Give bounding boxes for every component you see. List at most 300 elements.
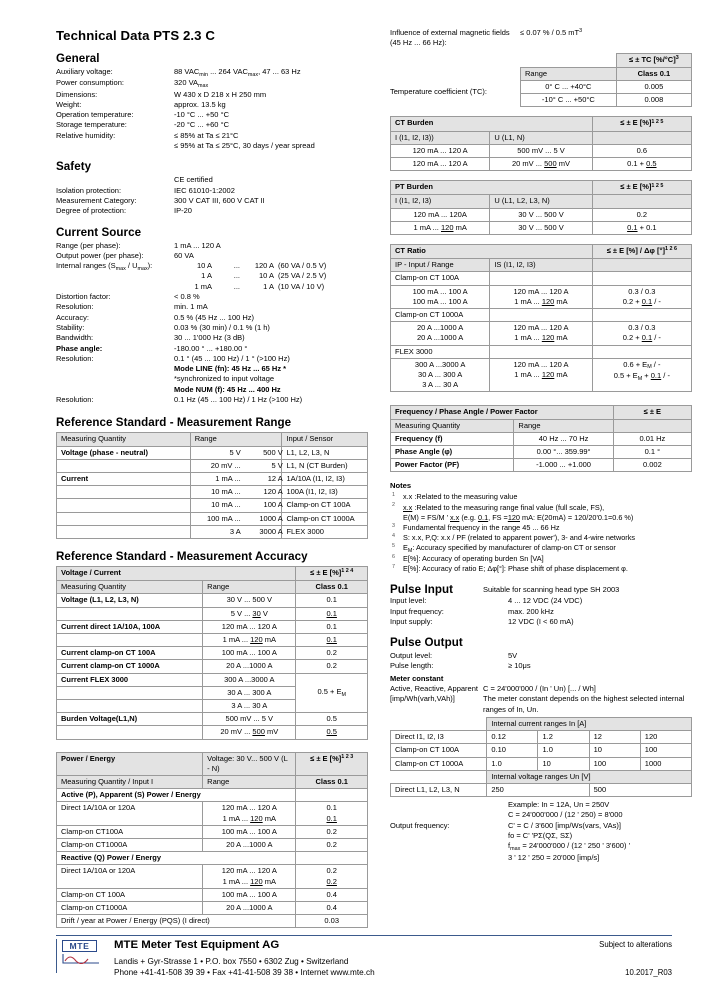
- pulse-output-row: [390, 661, 692, 671]
- table-row: [57, 865, 368, 888]
- cell-is-range: 120 mA ... 120 A 1 mA ... 120 mA: [490, 358, 592, 392]
- cell-range: 20 A ...1000 A: [203, 902, 296, 915]
- cell-value: 0.3 / 0.3 0.2 + 0.1 / -: [592, 285, 691, 308]
- spec-label: Range (per phase):: [56, 240, 121, 250]
- table-row: [57, 852, 368, 865]
- magnetic-influence-spec: [390, 28, 692, 49]
- cell-value: 1.0: [538, 744, 589, 757]
- section-heading-pulse-input: Pulse Input: [390, 583, 454, 597]
- column-header: Range: [203, 581, 296, 594]
- cell-value: [296, 852, 368, 865]
- spec-label: Distortion factor:: [56, 292, 111, 302]
- cell-value: 0.1 °: [613, 446, 691, 459]
- table-group-row: [391, 309, 692, 322]
- cell-value: 0.002: [613, 459, 691, 472]
- cell-value: 0.6: [592, 144, 691, 157]
- cell-value: 0.01 Hz: [613, 432, 691, 445]
- current-source-row: [56, 302, 368, 312]
- footer-subject-to-alterations: Subject to alterations: [599, 939, 672, 949]
- pulse-input-row: [390, 617, 692, 627]
- fpp-title: Frequency / Phase Angle / Power Factor: [391, 406, 614, 419]
- table-row: [57, 839, 368, 852]
- cell-quantity: Phase Angle (φ): [391, 446, 514, 459]
- table-row: [57, 802, 368, 825]
- cell-quantity: Current clamp-on CT 100A: [57, 647, 203, 660]
- column-header: U (L1, N): [490, 131, 592, 144]
- spec-label: [390, 800, 508, 821]
- magnetic-influence-value-text: ≤ 0.07 % / 0.5 mT: [520, 28, 580, 37]
- ref-std-accuracy-table: [56, 566, 368, 740]
- cell-label: Clamp-on CT 1000A: [391, 757, 487, 770]
- section-heading-pulse-output: Pulse Output: [390, 636, 463, 650]
- note-item: E[%]: Accuracy of ratio E; Δφ[°]: Phase shift of phase displacement φ.: [403, 564, 628, 574]
- fpp-header-right: ≤ ± E: [613, 406, 691, 419]
- spec-value: ≤ 95% at Ta ≤ 25°C, 30 days / year spread: [174, 141, 315, 151]
- cell-current: 120 mA ... 120 A: [391, 158, 490, 171]
- cell-quantity: [57, 699, 203, 712]
- cell-value: 0.4: [296, 888, 368, 901]
- cell-range: 0.00 °... 359.99°: [514, 446, 613, 459]
- spec-value: -20 °C ... +60 °C: [174, 120, 229, 130]
- table-row: [391, 221, 692, 234]
- table-row: [391, 459, 692, 472]
- cell-label: Clamp-on CT1000A: [57, 902, 203, 915]
- freq-resolution-row: [56, 395, 368, 405]
- table-header-row: [391, 245, 692, 259]
- table-row: [521, 81, 692, 94]
- sine-wave-icon: [62, 953, 100, 964]
- table-row: [391, 285, 692, 308]
- cell-value: 0.4: [296, 902, 368, 915]
- cell-quantity: [57, 459, 191, 472]
- pulse-output-example-row: [390, 800, 692, 821]
- cell-label: Direct 1A/10A or 120A: [57, 802, 203, 825]
- general-row: [56, 141, 368, 151]
- cell-group-label: Reactive (Q) Power / Energy: [57, 852, 296, 865]
- pulse-output-spec-list: [390, 651, 692, 672]
- spec-value: 5V: [508, 651, 518, 661]
- cell-value: [296, 789, 368, 802]
- spec-label: Relative humidity:: [56, 130, 116, 140]
- magnetic-influence-label: [390, 28, 520, 49]
- cell-range: 5 V ... 30 V: [203, 607, 296, 620]
- cell-blank: [391, 770, 487, 783]
- spec-value: Example: In = 12A, Un = 250V C = 24'000'000 / (12 ' 250) = 8'000: [508, 800, 623, 820]
- current-source-row: [56, 251, 368, 261]
- cell-value: 0.03: [296, 915, 368, 928]
- table-row: [391, 731, 692, 744]
- table-row: [57, 620, 368, 633]
- footer-meta-block: [542, 939, 672, 978]
- pulse-output-example-block: [390, 800, 692, 863]
- temp-coeff-table: [520, 53, 692, 108]
- cell-value: 0.5: [296, 726, 368, 739]
- column-header: Measuring Quantity: [391, 419, 514, 432]
- column-header: Range: [521, 67, 617, 80]
- spec-label: Input frequency:: [390, 606, 444, 616]
- cell-value: 0.2: [296, 825, 368, 838]
- cell-blank: [592, 272, 691, 285]
- cell-quantity: Power Factor (PF): [391, 459, 514, 472]
- column-header: [592, 259, 691, 272]
- cell-voltage: 30 V ... 500 V: [490, 208, 592, 221]
- spec-label: Resolution:: [56, 302, 94, 312]
- meter-constant-value: [483, 684, 692, 715]
- cell-range: 30 A ... 300 A: [203, 686, 296, 699]
- cell-range: 120 mA ... 120 A 1 mA ... 120 mA: [203, 802, 296, 825]
- cell-range: 1 mA ... 12 A: [190, 472, 282, 485]
- cell-range: 10 mA ... 100 A: [190, 499, 282, 512]
- cell-blank: [592, 345, 691, 358]
- cell-value: 120: [640, 731, 691, 744]
- cell-value: 0.2 0.2: [296, 865, 368, 888]
- page-footer: [56, 935, 672, 978]
- cell-label: Direct 1A/10A or 120A: [57, 865, 203, 888]
- accuracy-header-right: ≤ ± E [%]$^{1 2 4}$: [296, 566, 368, 580]
- table-group-row: [391, 345, 692, 358]
- spec-label: Auxiliary voltage:: [56, 67, 113, 76]
- table-header-row: [57, 752, 368, 775]
- cell-quantity: [57, 607, 203, 620]
- table-header-row: [57, 433, 368, 446]
- cell-quantity: [57, 525, 191, 538]
- table-row: [391, 208, 692, 221]
- section-heading-current-source: Current Source: [56, 225, 142, 239]
- spec-value: IEC 61010-1:2002: [174, 185, 235, 195]
- spec-label: Dimensions:: [56, 89, 98, 99]
- spec-value: ≤ 85% at Ta ≤ 21°C: [174, 130, 239, 140]
- table-row: [57, 825, 368, 838]
- spec-label: Power consumption:: [56, 78, 124, 88]
- table-row: [57, 915, 368, 928]
- cell-quantity: Current clamp-on CT 1000A: [57, 660, 203, 673]
- cell-input: FLEX 3000: [282, 525, 368, 538]
- column-header: IS (I1, I2, I3): [490, 259, 592, 272]
- spec-label: Degree of protection:: [56, 206, 127, 216]
- table-row: [391, 744, 692, 757]
- general-spec-list: [56, 67, 368, 151]
- cell-range: 30 V ... 500 V: [203, 594, 296, 607]
- cell-input: Clamp-on CT 100A: [282, 499, 368, 512]
- spec-value: 60 VA: [174, 250, 194, 260]
- general-row: [56, 131, 368, 141]
- spec-label: Phase angle:: [56, 343, 103, 353]
- spec-value: 0.1 ° (45 ... 100 Hz) / 1 ° (>100 Hz) Mode LINE (fn): 45 Hz ... 65 Hz * *synchronized to input voltage Mode NUM (f): 45 Hz ... 400 Hz: [174, 353, 290, 394]
- note-item: S: x.x, P,Q: x.x / PF (related to apparent power'), 3- and 4-wire networks: [403, 532, 636, 542]
- cell-range: 100 mA ... 1000 A: [190, 512, 282, 525]
- table-row: [57, 486, 368, 499]
- table-row: [57, 673, 368, 686]
- general-row: [56, 90, 368, 100]
- cell-label: Direct L1, L2, L3, N: [391, 783, 487, 796]
- cell-is-range: 120 mA ... 120 A 1 mA ... 120 mA: [490, 322, 592, 345]
- output-frequency-row: [390, 821, 692, 863]
- spec-value: 10 A ... 120 A (60 VA / 0.5 V) 1 A ... 10 A (25 VA / 2.5 V) 1 mA ... 1 A (10 VA / 10 V): [194, 261, 327, 291]
- table-row: [391, 757, 692, 770]
- footer-divider: [56, 935, 672, 936]
- cell-value: 0.1: [296, 620, 368, 633]
- table-row: [391, 432, 692, 445]
- note-item: $E_M$: Accuracy specified by manufacturer of clamp-on CT or sensor: [403, 542, 616, 554]
- cell-group-label: Active (P), Apparent (S) Power / Energy: [57, 789, 296, 802]
- current-source-row: [56, 333, 368, 343]
- table-row: [57, 660, 368, 673]
- cell-value: 0.1: [296, 607, 368, 620]
- table-row: [57, 472, 368, 485]
- table-row: [391, 144, 692, 157]
- cell-value: 100: [640, 744, 691, 757]
- cell-current: 120 mA ... 120 A: [391, 144, 490, 157]
- cell-range: 100 mA ... 100 A: [203, 647, 296, 660]
- power-energy-table: [56, 752, 368, 929]
- spec-value: min. 1 mA: [174, 302, 208, 312]
- magnetic-influence-footnote: 3: [579, 28, 583, 35]
- cell-blank: [391, 717, 487, 730]
- table-row: [57, 789, 368, 802]
- general-row: [56, 120, 368, 130]
- column-header: Class 0.1: [616, 67, 691, 80]
- spec-label: Output power (per phase):: [56, 250, 144, 260]
- cell-range: 120 mA ... 120 A: [203, 620, 296, 633]
- table-row: [521, 94, 692, 107]
- general-row: [56, 110, 368, 120]
- pulse-output-row: [390, 651, 692, 661]
- table-header-row: [391, 181, 692, 195]
- cell-value: 0.2: [296, 660, 368, 673]
- cell-value: 1.2: [538, 731, 589, 744]
- cell-quantity: Frequency (f): [391, 432, 514, 445]
- ct-ratio-table: [390, 244, 692, 392]
- cell-ip-range: 100 mA ... 100 A 100 mA ... 100 A: [391, 285, 490, 308]
- spec-value: IP-20: [174, 206, 192, 216]
- table-row: [57, 888, 368, 901]
- safety-row: [56, 175, 368, 185]
- spec-label: Accuracy:: [56, 312, 89, 322]
- cell-value: 0.1: [296, 633, 368, 646]
- table-row: [57, 607, 368, 620]
- current-source-spec-list: [56, 241, 368, 406]
- cell-current: 120 mA ... 120A: [391, 208, 490, 221]
- cell-group-label: Clamp-on CT 100A: [391, 272, 490, 285]
- table-subheader-row: [391, 259, 692, 272]
- cell-range: 20 mV ... 5 V: [190, 459, 282, 472]
- power-header-right: ≤ ± E [%]$^{1 2 3}$: [296, 752, 368, 775]
- cell-input: L1, L2, L3, N: [282, 446, 368, 459]
- cell-value: 0.2: [296, 839, 368, 852]
- power-header-mid: Voltage: 30 V... 500 V (L - N): [203, 752, 296, 775]
- column-header: Range: [514, 419, 613, 432]
- ct-ratio-header-right: ≤ ± E [%] / Δφ [°]$^{1 2 6}$: [592, 245, 691, 259]
- cell-current: 1 mA ... 120 mA: [391, 221, 490, 234]
- table-header-row: [391, 406, 692, 419]
- column-header: Range: [190, 433, 282, 446]
- spec-value: 320 $VA_{max}$: [174, 78, 209, 89]
- cell-range: 0° C ... +40°C: [521, 81, 617, 94]
- phase-resolution-row: [56, 354, 368, 395]
- spec-value: 88 $VAC_{min}$ ... 264 $VAC_{max}$, 47 ... 63 Hz: [174, 67, 301, 78]
- spec-label: Input supply:: [390, 616, 433, 626]
- spec-label: Weight:: [56, 99, 82, 109]
- cell-range: 100 mA ... 100 A: [203, 825, 296, 838]
- note-item: Fundamental frequency in the range 45 ... 66 Hz: [403, 522, 560, 532]
- temp-coeff-block: [390, 53, 692, 108]
- cell-label: Drift / year at Power / Energy (PQS) (I direct): [57, 915, 296, 928]
- column-header: Measuring Quantity / Input I: [57, 775, 203, 788]
- spec-label: Output level:: [390, 651, 433, 661]
- spec-label: Output frequency:: [390, 820, 450, 830]
- cell-value: 0.1 + 0.1: [592, 221, 691, 234]
- cell-value: 10: [589, 744, 640, 757]
- spec-label: Bandwidth:: [56, 333, 94, 343]
- table-subheader-row: [391, 131, 692, 144]
- cell-quantity: [57, 486, 191, 499]
- cell-quantity: [57, 633, 203, 646]
- table-row: [391, 358, 692, 392]
- note-item: x.x :Related to the measuring value: [403, 492, 518, 502]
- cell-value: 0.1: [296, 594, 368, 607]
- cell-blank: [592, 309, 691, 322]
- spec-value: 0.5 % (45 Hz ... 100 Hz): [174, 312, 255, 322]
- cell-label: Clamp-on CT 100A: [391, 744, 487, 757]
- mte-logo: [56, 939, 112, 973]
- footer-address-line-2: Phone +41-41-508 39 39 • Fax +41-41-508 39 38 • Internet www.mte.ch: [114, 967, 375, 977]
- note-item: x.x :Related to the measuring range final value (full scale, FS), E(M) = FS/M ' x.x (e.g. 0.1, FS =120 mA: E(20mA) = 120/20'0.1=0.6 %): [403, 502, 634, 522]
- cell-quantity: Current direct 1A/10A, 100A: [57, 620, 203, 633]
- page-title: Technical Data PTS 2.3 C: [56, 28, 215, 43]
- cell-quantity: [57, 512, 191, 525]
- table-row: [57, 499, 368, 512]
- table-subheader-row: [391, 419, 692, 432]
- notes-heading: Notes: [390, 481, 412, 491]
- section-heading-ref-std-range: Reference Standard - Measurement Range: [56, 416, 292, 430]
- cell-quantity: Voltage (phase - neutral): [57, 446, 191, 459]
- spec-value: 4 ... 12 VDC (24 VDC): [508, 596, 583, 606]
- spec-label: [56, 141, 174, 151]
- column-header: [592, 195, 691, 208]
- general-row: [56, 100, 368, 110]
- cell-voltage: 30 V ... 500 V: [490, 221, 592, 234]
- column-header: [613, 419, 691, 432]
- cell-range: 3 A ... 30 A: [203, 699, 296, 712]
- cell-blank: [490, 309, 592, 322]
- column-header: Input / Sensor: [282, 433, 368, 446]
- current-source-row: [56, 241, 368, 251]
- spec-value: 1 mA ... 120 A: [174, 240, 221, 250]
- meter-constant-note: The meter constant depends on the highest selected internal ranges of In, Un.: [483, 694, 685, 714]
- spec-label: Storage temperature:: [56, 120, 127, 130]
- cell-value: 0.2: [592, 208, 691, 221]
- pulse-output-ranges-table: [390, 717, 692, 797]
- cell-label: Direct I1, I2, I3: [391, 731, 487, 744]
- spec-label: Measurement Category:: [56, 195, 137, 205]
- spec-label: Resolution:: [56, 395, 94, 405]
- spec-value: 0.03 % (30 min) / 0.1 % (1 h): [174, 322, 270, 332]
- spec-value: 30 ... 1'000 Hz (3 dB): [174, 333, 245, 343]
- cell-range: 120 mA ... 120 A 1 mA ... 120 mA: [203, 865, 296, 888]
- table-row: [391, 783, 692, 796]
- freq-phase-pf-table: [390, 405, 692, 472]
- cell-value: 12: [589, 731, 640, 744]
- right-column: [390, 28, 692, 863]
- cell-value: 0.5: [296, 713, 368, 726]
- table-row: [57, 726, 368, 739]
- section-heading-general: General: [56, 52, 100, 65]
- table-row: [57, 459, 368, 472]
- cell-value: 0.10: [487, 744, 538, 757]
- meter-constant-label: Active, Reactive, Apparent [imp/Wh(varh,VAh)]: [390, 684, 478, 704]
- pulse-input-row: [390, 596, 692, 606]
- table-subheader-row: [57, 775, 368, 788]
- cell-blank: [490, 272, 592, 285]
- column-header: U (L1, L2, L3, N): [490, 195, 592, 208]
- cell-label: Clamp-on CT 100A: [57, 888, 203, 901]
- table-row: [391, 158, 692, 171]
- current-ranges-title: Internal current ranges In [A]: [487, 717, 692, 730]
- cell-voltage: 500 mV ... 5 V: [490, 144, 592, 157]
- cell-input: 1A/10A (I1, I2, I3): [282, 472, 368, 485]
- cell-quantity: [57, 686, 203, 699]
- tc-header-right: ≤ ± TC $[\%/^\circ C]^3$: [616, 53, 691, 67]
- pt-burden-title: PT Burden: [391, 181, 593, 195]
- cell-value: 100: [589, 757, 640, 770]
- cell-range: 20 mV ... 500 mV: [203, 726, 296, 739]
- spec-value: 0.1 Hz (45 ... 100 Hz) / 1 Hz (>100 Hz): [174, 395, 303, 405]
- meter-constant-formula: C = 24'000'000 / (In ' Un) [... / Wh]: [483, 684, 596, 694]
- pulse-input-row: [390, 607, 692, 617]
- spec-value: approx. 13.5 kg: [174, 99, 226, 109]
- pulse-input-spec-list: [390, 596, 692, 627]
- table-row: [57, 594, 368, 607]
- temp-coeff-label: Temperature coefficient (TC):: [390, 87, 487, 97]
- pt-burden-table: [390, 180, 692, 235]
- voltage-ranges-title: Internal voltage ranges Un [V]: [487, 770, 692, 783]
- table-row: [57, 647, 368, 660]
- table-header-row: [521, 53, 692, 67]
- column-header: Range: [203, 775, 296, 788]
- column-header: Measuring Quantity: [57, 581, 203, 594]
- table-row: [57, 713, 368, 726]
- column-header: [592, 131, 691, 144]
- cell-range: 500 mV ... 5 V: [203, 713, 296, 726]
- cell-range: 20 A ...1000 A: [203, 660, 296, 673]
- table-row: [57, 633, 368, 646]
- spec-label: Internal ranges $(S_{max} / U_{max})$:: [56, 261, 153, 272]
- footer-address-line-1: Landis + Gyr-Strasse 1 • P.O. box 7550 • 6302 Zug • Switzerland: [114, 956, 349, 966]
- spec-value: -10 °C ... +50 °C: [174, 110, 229, 120]
- cell-value: 500: [589, 783, 691, 796]
- pt-burden-header-right: ≤ ± E [%]$^{1 2 5}$: [592, 181, 691, 195]
- spec-value: -180.00 ° ... +180.00 °: [174, 343, 248, 353]
- cell-value: 10: [538, 757, 589, 770]
- cell-value: 0.1 + 0.5: [592, 158, 691, 171]
- cell-input: 100A (I1, I2, I3): [282, 486, 368, 499]
- safety-row: [56, 196, 368, 206]
- footer-revision: 10.2017_R03: [625, 967, 672, 977]
- cell-label: Clamp-on CT1000A: [57, 839, 203, 852]
- power-header-left: Power / Energy: [57, 752, 203, 775]
- safety-row: [56, 186, 368, 196]
- cell-range: 300 A ...3000 A: [203, 673, 296, 686]
- ref-std-range-table: [56, 432, 368, 539]
- spec-label: Pulse length:: [390, 661, 434, 671]
- pulse-input-intro: Suitable for scanning head type SH 2003: [483, 585, 620, 595]
- cell-label: Clamp-on CT100A: [57, 825, 203, 838]
- cell-value: 250: [487, 783, 589, 796]
- table-subheader-row: [521, 67, 692, 80]
- table-row: [391, 322, 692, 345]
- section-heading-safety: Safety: [56, 160, 92, 174]
- footer-company-block: [112, 939, 542, 978]
